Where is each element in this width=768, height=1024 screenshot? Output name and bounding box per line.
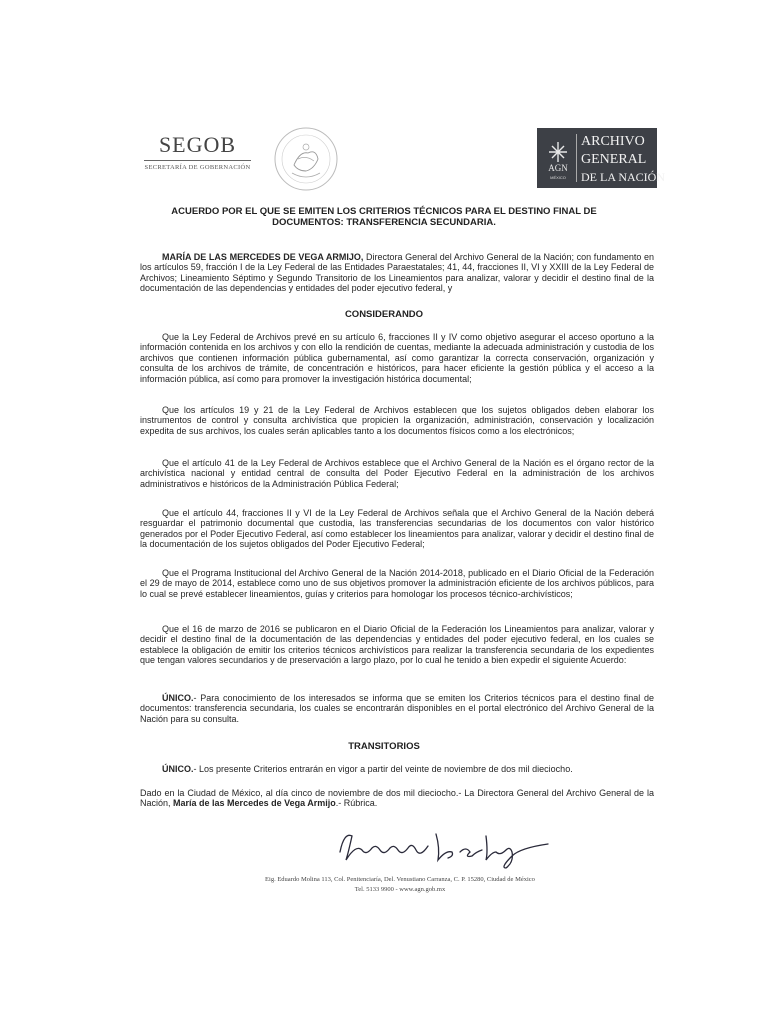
transitorios-heading: TRANSITORIOS: [348, 741, 420, 752]
closing-suffix: .- Rúbrica.: [335, 798, 378, 809]
segob-divider: [144, 160, 251, 161]
intro-text: Directora General del Archivo General de la Nación; con fundamento en los artículos 59, fracción I de la Ley Federal de las Entidades Paraestatales; 41, 44, fracciones II, VI y XXIII de la Ley Federal de Archivos; Lineamiento Séptimo y Segundo Transitorio de los Lineamientos para analizar, valorar y decidir el destino final de la documentación de las dependencias y entidades del poder ejecutivo federal, y: [140, 252, 654, 294]
agn-divider: [576, 134, 577, 182]
document-title: [140, 206, 628, 228]
title-line-2: DOCUMENTOS: TRANSFERENCIA SECUNDARIA.: [272, 217, 496, 228]
agn-logo: [537, 128, 665, 188]
intro-paragraph: [140, 252, 654, 294]
segob-subtitle: SECRETARÍA DE GOBERNACIÓN: [144, 164, 251, 171]
agn-name-line3: DE LA NACIÓN: [581, 170, 665, 184]
segob-logo: [140, 133, 255, 171]
considerando-paragraph-4: Que el artículo 44, fracciones II y VI de la Ley Federal de Archivos señala que el Archivo General de la Nación deberá resguardar el patrimonio documental que custodia, las transferencias secundarias de los documentos con valor histórico generados por el Poder Ejecutivo Federal, así como establecer los lineamientos para analizar, valorar y decidir el destino final de la documentación de los sujetos obligados del Poder Ejecutivo Federal;: [140, 508, 654, 550]
considerando-paragraph-1: Que la Ley Federal de Archivos prevé en su artículo 6, fracciones II y IV como objetivo asegurar el acceso oportuno a la información contenida en los archivos y con ello la rendición de cuentas, mediante la adecuada administración y custodia de los archivos que contienen información pública gubernamental, así como garantizar la correcta conservación, organización y consulta de los archivos de trámite, de concentración e históricos, para hacer eficiente la gestión pública y el acceso a la información pública, así como para promover la investigación histórica documental;: [140, 332, 654, 384]
considerando-paragraph-3: Que el artículo 41 de la Ley Federal de Archivos establece que el Archivo General de la Nación es el órgano rector de la archivística nacional y entidad central de consulta del Poder Ejecutivo Federal en la administración de los archivos administrativos e históricos de la Administración Pública Federal;: [140, 458, 654, 489]
handwritten-signature: [336, 822, 556, 872]
agn-name-line2: GENERAL: [581, 152, 647, 167]
segob-title: SEGOB: [158, 132, 237, 157]
unico-label: ÚNICO.: [162, 693, 194, 703]
considerando-paragraph-6: Que el 16 de marzo de 2016 se publicaron en el Diario Oficial de la Federación los Lineamientos para analizar, valorar y decidir el destino final de la documentación de las dependencias y entidades del poder ejecutivo federal, en los cuales se establece la obligación de emitir los criterios técnicos archivísticos para realizar la transferencia secundaria de los expedientes que tengan valores secundarios y de preservación a largo plazo, por lo cual he tenido a bien expedir el siguiente Acuerdo:: [140, 624, 654, 666]
agn-abbreviation: AGN: [548, 163, 568, 173]
closing-name: María de las Mercedes de Vega Armijo: [173, 798, 336, 809]
agn-name-line1: ARCHIVO: [581, 134, 645, 149]
footer-address: Eig. Eduardo Molina 113, Col. Penitenciaría, Del. Venustiano Carranza, C. P. 15280, Ciudad de México: [265, 876, 535, 883]
transitorio-label: ÚNICO.: [162, 764, 194, 774]
national-seal-icon: [272, 125, 340, 193]
unico-text: - Para conocimiento de los interesados se informa que se emiten los Criterios técnicos para el destino final de documentos: transferencia secundaria, los cuales se encontrarán disponibles en el portal electrónico del Archivo General de la Nación para su consulta.: [140, 693, 654, 724]
closing-text: Dado en la Ciudad de México, al día cinco de noviembre de dos mil dieciocho.- La Directora General del Archivo General de la Nación,: [140, 788, 654, 809]
closing-paragraph: [140, 788, 654, 809]
agn-country: MÉXICO: [550, 175, 566, 180]
unico-paragraph: [140, 693, 654, 724]
transitorio-text: - Los presente Criterios entrarán en vigor a partir del veinte de noviembre de dos mil dieciocho.: [193, 764, 573, 774]
director-name: MARÍA DE LAS MERCEDES DE VEGA ARMIJO,: [162, 252, 364, 262]
title-line-1: ACUERDO POR EL QUE SE EMITEN LOS CRITERIOS TÉCNICOS PARA EL DESTINO FINAL DE: [171, 206, 597, 217]
considerando-heading: CONSIDERANDO: [344, 309, 424, 320]
footer-contact: Tel. 5133 9900 - www.agn.gob.mx: [354, 886, 446, 893]
considerando-paragraph-2: Que los artículos 19 y 21 de la Ley Federal de Archivos establecen que los sujetos obligados deben elaborar los instrumentos de control y consulta archivística que propicien la organización, administración, conservación y localización expedita de sus archivos, los cuales serán aplicables tanto a los documentos físicos como a los electrónicos;: [140, 405, 654, 436]
considerando-paragraph-5: Que el Programa Institucional del Archivo General de la Nación 2014-2018, publicado en el Diario Oficial de la Federación el 29 de mayo de 2014, establece como uno de sus objetivos promover la administración eficiente de los archivos públicos, para lo cual se prevé establecer lineamientos, guías y criterios para homologar los procesos técnico-archivísticos;: [140, 568, 654, 599]
transitorio-paragraph: [140, 764, 654, 774]
